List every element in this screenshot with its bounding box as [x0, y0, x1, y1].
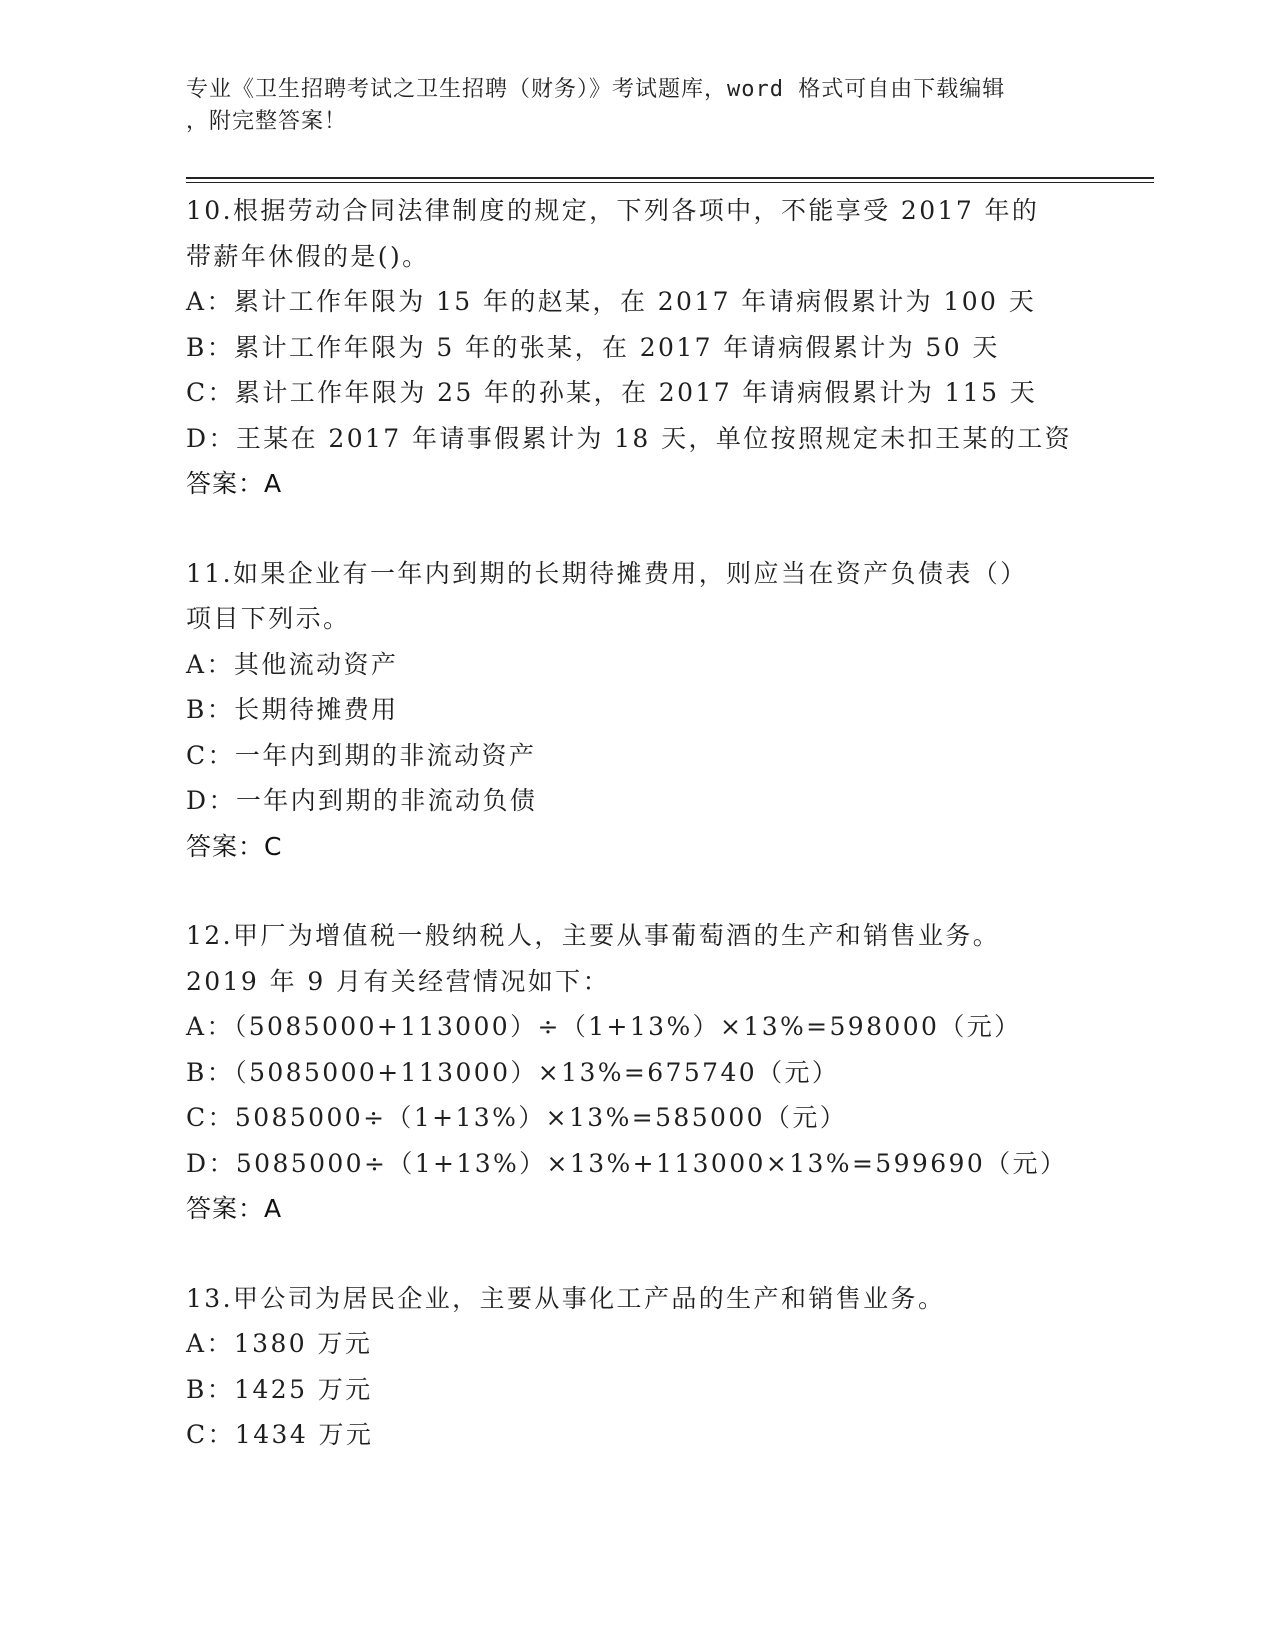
header-line-1: 专业《卫生招聘考试之卫生招聘（财务）》考试题库，word 格式可自由下载编辑 — [186, 77, 1006, 102]
question-block — [186, 1276, 1086, 1458]
answer-key: 答案：C — [186, 831, 283, 861]
answer-option: D：5085000÷（1+13%）×13%+113000×13%=599690（元） — [186, 1148, 1068, 1178]
question-stem-line: 13.甲公司为居民企业，主要从事化工产品的生产和销售业务。 — [186, 1283, 946, 1313]
answer-option: A：1380 万元 — [186, 1329, 373, 1358]
question-stem-line: 带薪年休假的是()。 — [186, 241, 430, 271]
answer-option: C：1434 万元 — [186, 1420, 374, 1449]
answer-option: C：5085000÷（1+13%）×13%=585000（元） — [186, 1103, 848, 1132]
answer-option: B：累计工作年限为 5 年的张某，在 2017 年请病假累计为 50 天 — [186, 332, 1000, 362]
answer-option: B：长期待摊费用 — [186, 695, 399, 724]
answer-key: 答案：A — [186, 469, 283, 498]
header-line-2: ，附完整答案！ — [186, 109, 348, 134]
question-block — [186, 913, 1086, 1232]
question-stem-line: 10.根据劳动合同法律制度的规定，下列各项中，不能享受 2017 年的 — [186, 196, 1040, 225]
answer-option: C：累计工作年限为 25 年的孙某，在 2017 年请病假累计为 115 天 — [186, 378, 1038, 407]
question-stem-line: 12.甲厂为增值税一般纳税人，主要从事葡萄酒的生产和销售业务。 — [186, 921, 1001, 950]
answer-option: D：一年内到期的非流动负债 — [186, 786, 538, 815]
header-divider-thin — [186, 182, 1154, 183]
answer-option: B：（5085000+113000）×13%=675740（元） — [186, 1057, 840, 1087]
answer-option: D：王某在 2017 年请事假累计为 18 天，单位按照规定未扣王某的工资 — [186, 423, 1073, 453]
answer-option: A：累计工作年限为 15 年的赵某，在 2017 年请病假累计为 100 天 — [186, 287, 1037, 316]
question-block — [186, 551, 1086, 870]
header-divider-thick — [186, 177, 1154, 179]
answer-option: B：1425 万元 — [186, 1374, 373, 1404]
question-block — [186, 188, 1086, 507]
answer-option: A：（5085000+113000）÷（1+13%）×13%=598000（元） — [186, 1012, 1022, 1041]
answer-option: C：一年内到期的非流动资产 — [186, 740, 537, 770]
question-stem-line: 2019 年 9 月有关经营情况如下： — [186, 966, 610, 996]
question-stem-line: 11.如果企业有一年内到期的长期待摊费用，则应当在资产负债表（） — [186, 558, 1028, 588]
answer-option: A：其他流动资产 — [186, 649, 399, 679]
question-stem-line: 项目下列示。 — [186, 604, 351, 633]
document-header — [186, 74, 1066, 138]
answer-key: 答案：A — [186, 1194, 283, 1223]
question-list — [186, 188, 1086, 1502]
